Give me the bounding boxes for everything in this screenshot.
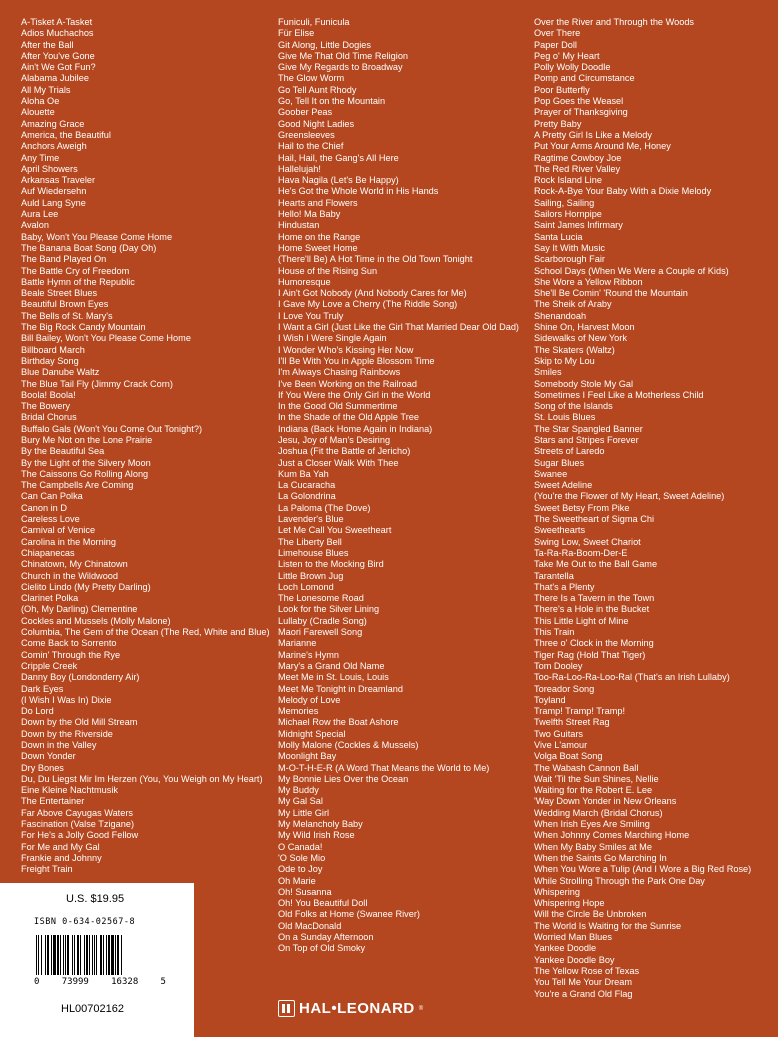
- song-title: Down by the Riverside: [21, 728, 113, 739]
- song-title: Moonlight Bay: [278, 751, 337, 762]
- song-title: La Golondrina: [278, 491, 336, 502]
- song-title: Old MacDonald: [278, 920, 342, 931]
- publisher-logo: [278, 1000, 423, 1017]
- song-title: The World Is Waiting for the Sunrise: [534, 920, 682, 931]
- song-title: Whispering Hope: [534, 898, 605, 909]
- song-title: Joshua (Fit the Battle of Jericho): [278, 446, 411, 457]
- song-title: Give Me That Old Time Religion: [278, 50, 409, 61]
- song-title: Down by the Old Mill Stream: [21, 717, 138, 728]
- song-title: Three o' Clock in the Morning: [534, 638, 654, 649]
- song-title: Ragtime Cowboy Joe: [534, 152, 622, 163]
- song-title: Come Back to Sorrento: [21, 638, 117, 649]
- song-title: My Bonnie Lies Over the Ocean: [278, 773, 409, 784]
- song-title: Over There: [534, 28, 581, 39]
- song-title: Blue Danube Waltz: [21, 367, 100, 378]
- song-title: Für Elise: [278, 28, 315, 39]
- song-title: Hearts and Flowers: [278, 197, 358, 208]
- song-title: Cockles and Mussels (Molly Malone): [21, 615, 171, 626]
- song-title: Billboard March: [21, 344, 85, 355]
- song-title: He's Got the Whole World in His Hands: [278, 186, 439, 197]
- song-title: The Entertainer: [21, 796, 85, 807]
- song-title: Buffalo Gals (Won't You Come Out Tonight?): [21, 423, 203, 434]
- song-title: Avalon: [21, 220, 49, 231]
- song-title: Carolina in the Morning: [21, 536, 116, 547]
- song-title: After the Ball: [21, 39, 74, 50]
- song-title: This Little Light of Mine: [534, 615, 629, 626]
- song-title: Tom Dooley: [534, 660, 583, 671]
- song-title: Git Along, Little Dogies: [278, 39, 371, 50]
- song-title: My Wild Irish Rose: [278, 830, 355, 841]
- song-title: For Me and My Gal: [21, 841, 100, 852]
- song-title: Shenandoah: [534, 310, 587, 321]
- song-title: Comin' Through the Rye: [21, 649, 121, 660]
- song-title: Auf Wiedersehn: [21, 186, 87, 197]
- song-title: Down Yonder: [21, 751, 76, 762]
- song-title: Ode to Joy: [278, 864, 323, 875]
- song-title: Limehouse Blues: [278, 547, 349, 558]
- song-title: That's a Plenty: [534, 581, 595, 592]
- song-title: Take Me Out to the Ball Game: [534, 559, 658, 570]
- song-title: The Star Spangled Banner: [534, 423, 643, 434]
- song-title: The Sweetheart of Sigma Chi: [534, 514, 655, 525]
- song-title: Chiapanecas: [21, 547, 75, 558]
- song-title: La Cucaracha: [278, 480, 336, 491]
- song-title: All My Trials: [21, 84, 71, 95]
- song-title: She Wore a Yellow Ribbon: [534, 276, 643, 287]
- song-title: America, the Beautiful: [21, 129, 111, 140]
- song-title: Dark Eyes: [21, 683, 64, 694]
- song-title: Volga Boat Song: [534, 751, 603, 762]
- song-title: Chinatown, My Chinatown: [21, 559, 128, 570]
- song-title: Scarborough Fair: [534, 254, 605, 265]
- song-title: The Band Played On: [21, 254, 107, 265]
- song-title: Oh! Susanna: [278, 886, 332, 897]
- song-title: Put Your Arms Around Me, Honey: [534, 141, 671, 152]
- song-title: La Paloma (The Dove): [278, 502, 371, 513]
- song-title: When You Wore a Tulip (And I Wore a Big Red Rose): [534, 864, 752, 875]
- song-title: Bridal Chorus: [21, 412, 77, 423]
- song-title: (There'll Be) A Hot Time in the Old Town Tonight: [278, 254, 473, 265]
- song-title: Michael Row the Boat Ashore: [278, 717, 399, 728]
- song-title: By the Beautiful Sea: [21, 446, 105, 457]
- song-title: When My Baby Smiles at Me: [534, 841, 652, 852]
- song-title: Santa Lucia: [534, 231, 583, 242]
- publisher-name: HAL•LEONARD: [299, 1000, 415, 1017]
- song-title: Home Sweet Home: [278, 242, 358, 253]
- song-title: Down in the Valley: [21, 740, 97, 750]
- song-title: Toyland: [534, 694, 566, 705]
- song-title: Eine Kleine Nachtmusik: [21, 785, 119, 796]
- song-title: Humoresque: [278, 276, 331, 287]
- song-title: Twelfth Street Rag: [534, 717, 610, 728]
- song-title: Baby, Won't You Please Come Home: [21, 231, 173, 242]
- song-title: Clarinet Polka: [21, 593, 79, 604]
- song-title: Frankie and Johnny: [21, 852, 102, 863]
- song-title: (Oh, My Darling) Clementine: [21, 604, 138, 615]
- song-title: The Wabash Cannon Ball: [534, 762, 639, 773]
- song-title: Paper Doll: [534, 39, 577, 50]
- isbn-label: ISBN 0-634-02567-8: [34, 917, 136, 927]
- song-title: Molly Malone (Cockles & Mussels): [278, 740, 419, 750]
- song-title: Arkansas Traveler: [21, 175, 96, 186]
- song-title: There Is a Tavern in the Town: [534, 593, 655, 604]
- song-title: Aura Lee: [21, 209, 59, 220]
- song-title: Alouette: [21, 107, 55, 118]
- song-title: When Johnny Comes Marching Home: [534, 830, 690, 841]
- song-title: Sailors Hornpipe: [534, 209, 602, 220]
- song-title: The Yellow Rose of Texas: [534, 965, 640, 976]
- product-code: HL00702162: [61, 1003, 125, 1015]
- song-title: Amazing Grace: [21, 118, 85, 129]
- song-title: Memories: [278, 706, 319, 717]
- song-title: Lullaby (Cradle Song): [278, 615, 367, 626]
- song-title: By the Light of the Silvery Moon: [21, 457, 151, 468]
- song-title: Wait 'Til the Sun Shines, Nellie: [534, 773, 659, 784]
- song-title: Sweethearts: [534, 525, 586, 536]
- song-title: Alabama Jubilee: [21, 73, 89, 84]
- song-title: The Big Rock Candy Mountain: [21, 322, 146, 333]
- song-title: Tramp! Tramp! Tramp!: [534, 706, 626, 717]
- song-title: Sidewalks of New York: [534, 333, 627, 344]
- registered-mark: ®: [418, 1005, 424, 1012]
- song-title: The Skaters (Waltz): [534, 344, 615, 355]
- song-title: My Gal Sal: [278, 796, 323, 807]
- song-title: Hava Nagila (Let's Be Happy): [278, 175, 399, 186]
- song-title: My Melancholy Baby: [278, 819, 363, 830]
- song-title: Somebody Stole My Gal: [534, 378, 634, 389]
- song-title: Can Can Polka: [21, 491, 83, 502]
- upc-digit-group: 0: [34, 977, 40, 987]
- song-title: Swing Low, Sweet Chariot: [534, 536, 641, 547]
- song-title: Wedding March (Bridal Chorus): [534, 807, 663, 818]
- song-title: 'O Sole Mio: [278, 852, 326, 863]
- song-title: There's a Hole in the Bucket: [534, 604, 650, 615]
- song-title: Waiting for the Robert E. Lee: [534, 785, 653, 796]
- song-title: O Canada!: [278, 841, 323, 852]
- song-title: Rock-A-Bye Your Baby With a Dixie Melody: [534, 186, 712, 197]
- song-title: Cielito Lindo (My Pretty Darling): [21, 581, 151, 592]
- song-title: Birthday Song: [21, 355, 79, 366]
- song-title: Dry Bones: [21, 762, 64, 773]
- song-title: On a Sunday Afternoon: [278, 932, 374, 943]
- song-title: Funiculi, Funicula: [278, 17, 350, 27]
- song-title: Lavender's Blue: [278, 514, 344, 525]
- song-title: I Wish I Were Single Again: [278, 333, 387, 344]
- song-title: Beautiful Brown Eyes: [21, 299, 109, 310]
- song-title: Pomp and Circumstance: [534, 73, 635, 84]
- song-title: Will the Circle Be Unbroken: [534, 909, 647, 920]
- song-title: Tiger Rag (Hold That Tiger): [534, 649, 646, 660]
- song-title: The Campbells Are Coming: [21, 480, 134, 491]
- song-title: Kum Ba Yah: [278, 468, 329, 479]
- song-title: Peg o' My Heart: [534, 50, 600, 61]
- song-title: Freight Train: [21, 864, 73, 875]
- song-title: House of the Rising Sun: [278, 265, 378, 276]
- song-title: Give My Regards to Broadway: [278, 62, 403, 73]
- song-title: Church in the Wildwood: [21, 570, 119, 581]
- song-title: Marianne: [278, 638, 317, 649]
- song-title: On Top of Old Smoky: [278, 943, 366, 954]
- song-title: My Buddy: [278, 785, 319, 796]
- song-title: Sweet Betsy From Pike: [534, 502, 630, 513]
- song-title: Meet Me Tonight in Dreamland: [278, 683, 403, 694]
- song-title: When Irish Eyes Are Smiling: [534, 819, 650, 830]
- song-title: Good Night Ladies: [278, 118, 355, 129]
- song-title: The Bells of St. Mary's: [21, 310, 113, 321]
- song-title: Adios Muchachos: [21, 28, 94, 39]
- song-title: The Red River Valley: [534, 163, 621, 174]
- song-title: Loch Lomond: [278, 581, 334, 592]
- song-title: Maori Farewell Song: [278, 627, 363, 638]
- hal-leonard-logo-icon: [278, 1000, 295, 1017]
- song-title: Ta-Ra-Ra-Boom-Der-E: [534, 547, 628, 558]
- song-title: Go Tell Aunt Rhody: [278, 84, 357, 95]
- song-title: Song of the Islands: [534, 401, 613, 412]
- song-title: Meet Me in St. Louis, Louis: [278, 672, 389, 683]
- song-title: The Lonesome Road: [278, 593, 364, 604]
- song-title: 'Way Down Yonder in New Orleans: [534, 796, 677, 807]
- song-title: Jesu, Joy of Man's Desiring: [278, 434, 391, 445]
- song-title: I'll Be With You in Apple Blossom Time: [278, 355, 435, 366]
- barcode-panel: [0, 883, 194, 1037]
- song-title: Midnight Special: [278, 728, 346, 739]
- song-title: Whispering: [534, 886, 580, 897]
- song-title: A-Tisket A-Tasket: [21, 17, 93, 27]
- song-title: I Ain't Got Nobody (And Nobody Cares for Me): [278, 288, 467, 299]
- song-list-column-3: [534, 17, 751, 1000]
- song-title: You're a Grand Old Flag: [534, 988, 633, 999]
- song-title: Go, Tell It on the Mountain: [278, 96, 386, 107]
- song-title: Little Brown Jug: [278, 570, 344, 581]
- song-title: Far Above Cayugas Waters: [21, 807, 133, 818]
- price-label: U.S. $19.95: [66, 893, 125, 905]
- song-title: Prayer of Thanksgiving: [534, 107, 628, 118]
- song-title: A Pretty Girl Is Like a Melody: [534, 129, 652, 140]
- song-title: Columbia, The Gem of the Ocean (The Red, White and Blue): [21, 627, 270, 638]
- song-title: Anchors Aweigh: [21, 141, 87, 152]
- song-title: The Sheik of Araby: [534, 299, 612, 310]
- song-title: (You're the Flower of My Heart, Sweet Adeline): [534, 491, 725, 502]
- upc-digit-group: 5: [160, 977, 166, 987]
- song-title: Du, Du Liegst Mir Im Herzen (You, You Weigh on My Heart): [21, 773, 263, 784]
- song-title: St. Louis Blues: [534, 412, 596, 423]
- song-title: Danny Boy (Londonderry Air): [21, 672, 140, 683]
- song-title: Pop Goes the Weasel: [534, 96, 624, 107]
- song-title: Poor Butterfly: [534, 84, 590, 95]
- song-title: I Want a Girl (Just Like the Girl That Married Dear Old Dad): [278, 322, 519, 333]
- song-title: Yankee Doodle Boy: [534, 954, 615, 965]
- song-list-column-2: [278, 17, 519, 955]
- song-title: Ain't We Got Fun?: [21, 62, 96, 73]
- song-title: Greensleeves: [278, 129, 335, 140]
- song-title: Too-Ra-Loo-Ra-Loo-Ral (That's an Irish Lullaby): [534, 672, 730, 683]
- song-title: (I Wish I Was In) Dixie: [21, 694, 112, 705]
- song-title: I've Been Working on the Railroad: [278, 378, 417, 389]
- song-title: Bury Me Not on the Lone Prairie: [21, 434, 153, 445]
- song-title: Cripple Creek: [21, 660, 78, 671]
- song-title: Vive L'amour: [534, 740, 588, 750]
- song-title: Shine On, Harvest Moon: [534, 322, 635, 333]
- song-title: Just a Closer Walk With Thee: [278, 457, 399, 468]
- song-title: Marine's Hymn: [278, 649, 339, 660]
- song-title: The Bowery: [21, 401, 71, 412]
- song-title: The Blue Tail Fly (Jimmy Crack Corn): [21, 378, 173, 389]
- song-title: Battle Hymn of the Republic: [21, 276, 135, 287]
- song-title: I'm Always Chasing Rainbows: [278, 367, 401, 378]
- song-title: Yankee Doodle: [534, 943, 597, 954]
- song-title: Carnival of Venice: [21, 525, 96, 536]
- song-title: Hello! Ma Baby: [278, 209, 341, 220]
- song-title: In the Shade of the Old Apple Tree: [278, 412, 419, 423]
- song-title: When the Saints Go Marching In: [534, 852, 667, 863]
- song-title: The Battle Cry of Freedom: [21, 265, 130, 276]
- song-title: While Strolling Through the Park One Day: [534, 875, 705, 886]
- song-title: Aloha Oe: [21, 96, 60, 107]
- song-title: I Wonder Who's Kissing Her Now: [278, 344, 414, 355]
- song-title: Listen to the Mocking Bird: [278, 559, 384, 570]
- song-title: Hallelujah!: [278, 163, 321, 174]
- song-title: In the Good Old Summertime: [278, 401, 398, 412]
- song-title: Canon in D: [21, 502, 67, 513]
- song-title: Do Lord: [21, 706, 54, 717]
- song-title: Say It With Music: [534, 242, 605, 253]
- song-title: School Days (When We Were a Couple of Kids): [534, 265, 729, 276]
- upc-digit-group: 16328: [111, 977, 139, 987]
- song-title: Two Guitars: [534, 728, 584, 739]
- song-title: Auld Lang Syne: [21, 197, 86, 208]
- song-title: Streets of Laredo: [534, 446, 605, 457]
- song-title: Hail, Hail, the Gang's All Here: [278, 152, 399, 163]
- song-title: Sailing, Sailing: [534, 197, 595, 208]
- song-title: For He's a Jolly Good Fellow: [21, 830, 139, 841]
- song-title: Toreador Song: [534, 683, 595, 694]
- song-title: Tarantella: [534, 570, 574, 581]
- song-title: Any Time: [21, 152, 60, 163]
- song-title: Hail to the Chief: [278, 141, 344, 152]
- upc-digit-group: 73999: [61, 977, 89, 987]
- song-title: I Gave My Love a Cherry (The Riddle Song): [278, 299, 458, 310]
- song-list-column-1: [21, 17, 270, 876]
- song-title: Beale Street Blues: [21, 288, 98, 299]
- song-title: Sometimes I Feel Like a Motherless Child: [534, 389, 704, 400]
- song-title: Home on the Range: [278, 231, 361, 242]
- song-title: Worried Man Blues: [534, 932, 612, 943]
- song-title: Sugar Blues: [534, 457, 585, 468]
- song-title: Oh Marie: [278, 875, 316, 886]
- song-title: M-O-T-H-E-R (A Word That Means the World to Me): [278, 762, 490, 773]
- song-title: Hindustan: [278, 220, 320, 231]
- song-title: Indiana (Back Home Again in Indiana): [278, 423, 433, 434]
- song-title: The Banana Boat Song (Day Oh): [21, 242, 157, 253]
- song-title: Smiles: [534, 367, 562, 378]
- song-title: Saint James Infirmary: [534, 220, 623, 231]
- song-title: Over the River and Through the Woods: [534, 17, 695, 27]
- song-title: You Tell Me Your Dream: [534, 977, 633, 988]
- song-title: Swanee: [534, 468, 568, 479]
- song-title: Pretty Baby: [534, 118, 582, 129]
- song-title: Fascination (Valse Tzigane): [21, 819, 135, 830]
- song-title: This Train: [534, 627, 575, 638]
- song-title: Oh! You Beautiful Doll: [278, 898, 368, 909]
- song-title: After You've Gone: [21, 50, 95, 61]
- song-title: My Little Girl: [278, 807, 330, 818]
- song-title: Look for the Silver Lining: [278, 604, 380, 615]
- song-title: Old Folks at Home (Swanee River): [278, 909, 420, 920]
- song-title: The Glow Worm: [278, 73, 345, 84]
- song-title: Let Me Call You Sweetheart: [278, 525, 392, 536]
- song-title: She'll Be Comin' 'Round the Mountain: [534, 288, 688, 299]
- song-title: April Showers: [21, 163, 78, 174]
- song-title: Goober Peas: [278, 107, 333, 118]
- song-title: Melody of Love: [278, 694, 341, 705]
- upc-digits: [34, 977, 166, 987]
- song-title: Sweet Adeline: [534, 480, 593, 491]
- song-title: Bill Bailey, Won't You Please Come Home: [21, 333, 191, 344]
- song-title: Mary's a Grand Old Name: [278, 660, 385, 671]
- song-title: Skip to My Lou: [534, 355, 595, 366]
- barcode-graphic: [36, 935, 160, 975]
- song-title: Rock Island Line: [534, 175, 602, 186]
- song-title: Careless Love: [21, 514, 80, 525]
- song-title: If You Were the Only Girl in the World: [278, 389, 431, 400]
- song-title: Boola! Boola!: [21, 389, 76, 400]
- song-title: Polly Wolly Doodle: [534, 62, 611, 73]
- song-title: The Liberty Bell: [278, 536, 342, 547]
- song-title: Stars and Stripes Forever: [534, 434, 639, 445]
- song-title: The Caissons Go Rolling Along: [21, 468, 149, 479]
- song-title: I Love You Truly: [278, 310, 344, 321]
